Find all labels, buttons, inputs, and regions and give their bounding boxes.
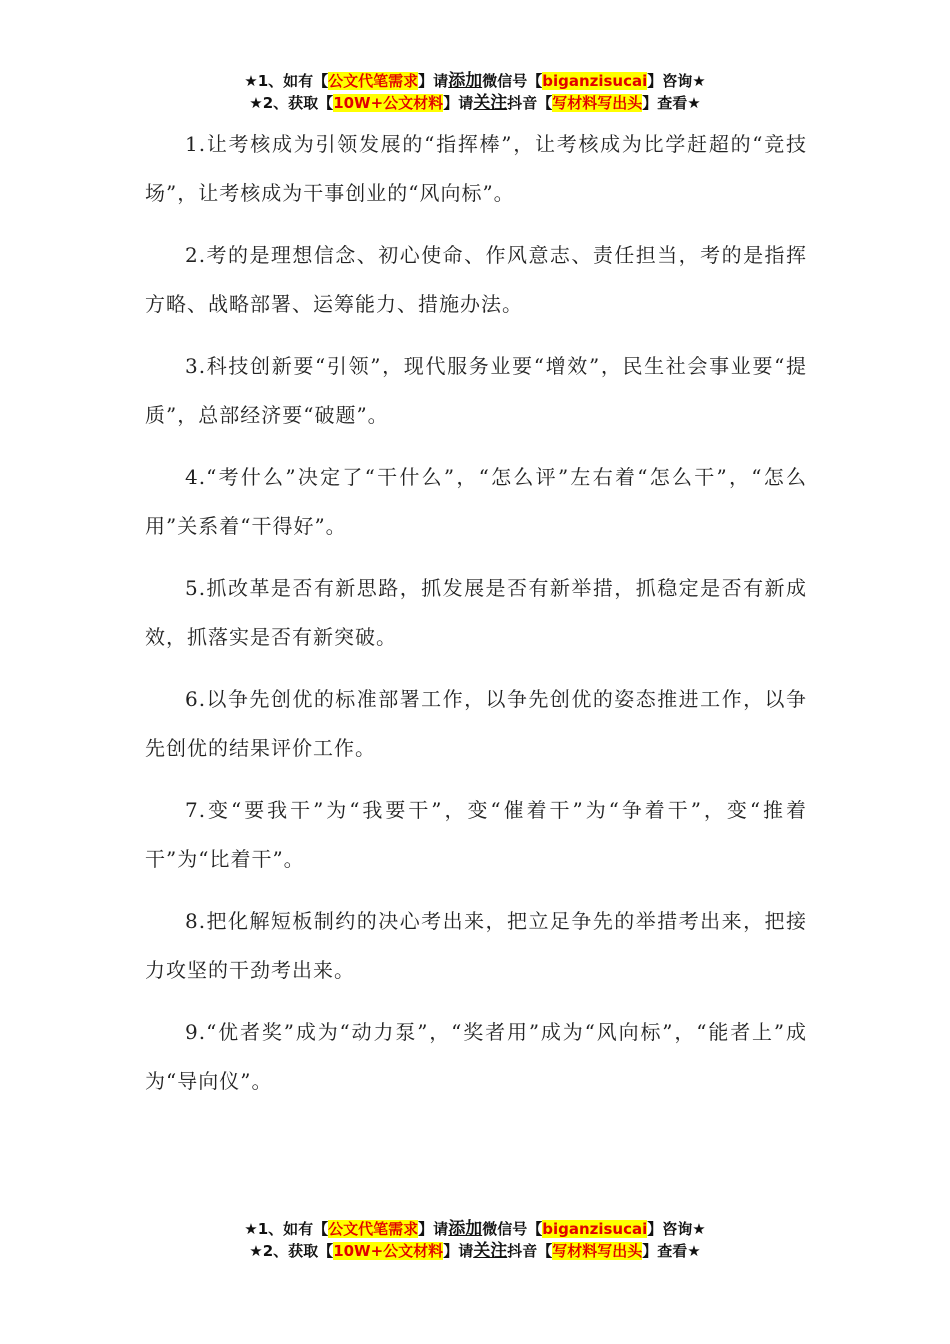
highlight-materials: 10W+公文材料	[333, 1242, 444, 1260]
paragraph: 1.让考核成为引领发展的“指挥棒”，让考核成为比学赶超的“竞技场”，让考核成为干事创业的“风向标”。	[145, 132, 807, 205]
banner-text: 】咨询★	[647, 72, 706, 90]
highlight-service: 公文代笔需求	[328, 1220, 419, 1238]
paragraph: 8.把化解短板制约的决心考出来，把立足争先的举措考出来，把接力攻坚的干劲考出来。	[145, 909, 807, 982]
paragraph: 6.以争先创优的标准部署工作，以争先创优的姿态推进工作，以争先创优的结果评价工作。	[145, 687, 807, 760]
highlight-service: 公文代笔需求	[328, 72, 419, 90]
paragraph: 4.“考什么”决定了“干什么”，“怎么评”左右着“怎么干”，“怎么用”关系着“干得好”。	[145, 465, 807, 538]
banner-text: 抖音【	[507, 1242, 553, 1260]
highlight-wechat-id: biganzisucai	[542, 72, 648, 90]
header-banner	[0, 70, 950, 114]
banner-text: 】请	[443, 1242, 474, 1260]
banner-text: 】请	[418, 72, 449, 90]
banner-text: ★2、获取【	[249, 94, 334, 112]
banner-text: 】查看★	[642, 94, 701, 112]
document-body	[145, 120, 807, 1119]
highlight-wechat-id: biganzisucai	[542, 1220, 648, 1238]
highlight-materials: 10W+公文材料	[333, 94, 444, 112]
banner-text: ★1、如有【	[244, 1220, 329, 1238]
banner-text: 抖音【	[507, 94, 553, 112]
paragraph: 9.“优者奖”成为“动力泵”，“奖者用”成为“风向标”，“能者上”成为“导向仪”。	[145, 1020, 807, 1093]
banner-text: 】咨询★	[647, 1220, 706, 1238]
highlight-douyin: 写材料写出头	[552, 1242, 643, 1260]
underlined-text: 关注	[473, 93, 508, 113]
paragraph: 2.考的是理想信念、初心使命、作风意志、责任担当，考的是指挥方略、战略部署、运筹能力、措施办法。	[145, 243, 807, 316]
banner-line-2	[0, 92, 950, 114]
underlined-text: 添加	[448, 1219, 483, 1239]
paragraph: 5.抓改革是否有新思路，抓发展是否有新举措，抓稳定是否有新成效，抓落实是否有新突破。	[145, 576, 807, 649]
banner-text: ★1、如有【	[244, 72, 329, 90]
banner-line-2	[0, 1240, 950, 1262]
banner-text: 微信号【	[482, 72, 543, 90]
underlined-text: 添加	[448, 71, 483, 91]
highlight-douyin: 写材料写出头	[552, 94, 643, 112]
underlined-text: 关注	[473, 1241, 508, 1261]
banner-text: 】请	[443, 94, 474, 112]
banner-text: ★2、获取【	[249, 1242, 334, 1260]
footer-banner	[0, 1218, 950, 1262]
banner-line-1	[0, 70, 950, 92]
banner-text: 】请	[418, 1220, 449, 1238]
banner-text: 微信号【	[482, 1220, 543, 1238]
paragraph: 3.科技创新要“引领”，现代服务业要“增效”，民生社会事业要“提质”，总部经济要“破题”。	[145, 354, 807, 427]
paragraph: 7.变“要我干”为“我要干”，变“催着干”为“争着干”，变“推着干”为“比着干”。	[145, 798, 807, 871]
banner-text: 】查看★	[642, 1242, 701, 1260]
banner-line-1	[0, 1218, 950, 1240]
